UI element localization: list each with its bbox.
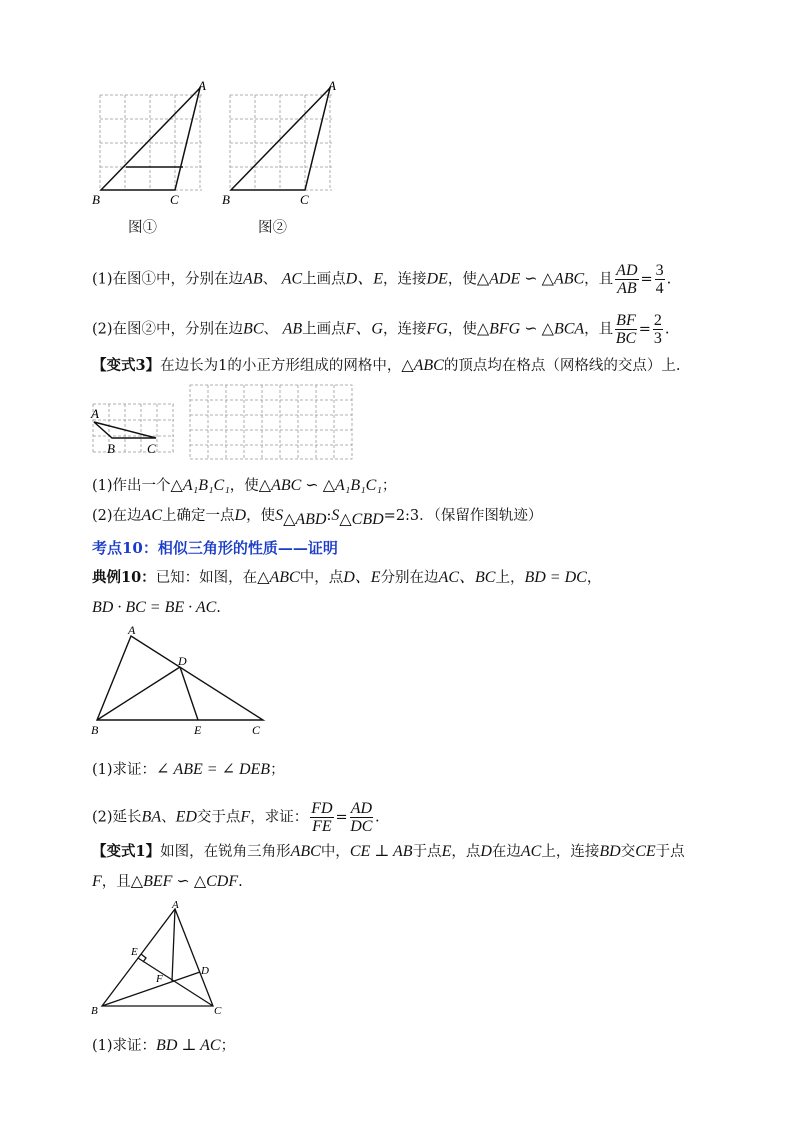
figure-3-grids: [88, 382, 358, 462]
example-10-line-1: 典例10：已知：如图，在△ABC中，点D、E分别在边AC、BC上，BD = DC，: [92, 569, 602, 586]
figure-4-triangle: [88, 622, 278, 740]
fig2-label-C: C: [300, 192, 309, 207]
fig3-label-A: A: [91, 406, 99, 421]
fig4-label-C: C: [252, 723, 261, 737]
figure-1-grid: [90, 80, 210, 210]
fig4-label-A: A: [128, 623, 136, 637]
fig4-label-D: D: [178, 654, 187, 668]
fig4-label-B: B: [91, 723, 99, 737]
fig2-label-B: B: [222, 192, 230, 207]
fig5-label-C: C: [214, 1005, 222, 1017]
fig5-label-E: E: [131, 946, 138, 958]
question-2: (2)在图②中，分别在边BC、 AB上画点F、G，连接FG，使△BFG ∽ △BCA，且 $\frac{BF}{BC}$ = $\frac{2}{3}$ .: [92, 312, 670, 347]
section-heading: 考点10：相似三角形的性质——证明: [92, 539, 338, 557]
fig5-label-B: B: [91, 1005, 98, 1017]
fig5-label-F: F: [156, 973, 163, 985]
variant-3-question-2: (2)在边AC上确定一点D，使$S_{\triangle ABD}:S_{\triangle CBD}=2:3$．（保留作图轨迹）: [92, 507, 543, 528]
fig2-caption: 图②: [258, 220, 287, 236]
variant-1-line-2: F，且△BEF ∽ △CDF.: [92, 873, 243, 890]
example-10-line-2: BD · BC = BE · AC.: [92, 599, 221, 616]
fig1-caption: 图①: [128, 220, 157, 236]
question-1: (1)在图①中，分别在边AB、 AC上画点D、E，连接DE，使△ADE ∽ △ABC，且 $\frac{AD}{AB}$ = $\frac{3}{4}$ .: [92, 262, 672, 297]
fig1-label-B: B: [92, 192, 100, 207]
fig1-label-C: C: [170, 192, 179, 207]
fig2-label-A: A: [328, 80, 336, 93]
fig1-label-A: A: [198, 80, 206, 93]
figure-5-triangle: [88, 896, 238, 1018]
figure-2-grid: [220, 80, 345, 210]
fig5-label-A: A: [172, 899, 179, 911]
example-10-question-1: (1)求证：∠ ABE = ∠ DEB；: [92, 761, 285, 778]
fig5-label-D: D: [201, 965, 209, 977]
fig3-label-C: C: [147, 441, 156, 456]
example-10-question-2: (2)延长BA、ED交于点F，求证： $\frac{FD}{FE}$ = $\frac{AD}{DC}$ .: [92, 800, 380, 835]
variant-3-question-1: (1)作出一个△A₁B₁C₁，使△ABC ∽ △A₁B₁C₁；: [92, 477, 397, 494]
fig3-label-B: B: [107, 441, 115, 456]
fig4-label-E: E: [194, 723, 202, 737]
variant-1-line-1: 【变式1】如图，在锐角三角形ABC中，CE ⊥ AB于点E，点D在边AC上，连接BD交CE于点: [92, 843, 685, 860]
variant-3-text: 【变式3】在边长为1的小正方形组成的网格中，△ABC的顶点均在格点（网格线的交点）上.: [92, 357, 681, 374]
variant-1-question-1: (1)求证：BD ⊥ AC；: [92, 1037, 236, 1054]
